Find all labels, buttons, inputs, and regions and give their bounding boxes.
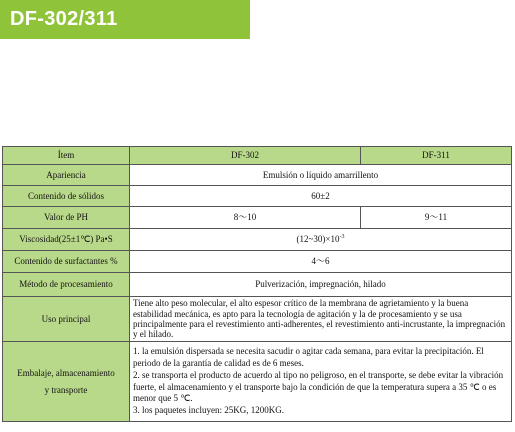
packaging-label-line2: y transporte: [44, 384, 88, 395]
row-label: Uso principal: [3, 297, 130, 342]
table-row: [3, 273, 512, 297]
row-label: Contenido de surfactantes %: [3, 251, 130, 273]
packaging-value: [130, 342, 512, 422]
solids-value: 60±2: [130, 186, 512, 207]
row-label: Método de procesamiento: [3, 273, 130, 297]
row-label: Apariencia: [3, 165, 130, 186]
header-df311-cell: DF-311: [361, 147, 512, 165]
row-label: Contenido de sólidos: [3, 186, 130, 207]
header-item-cell: Ítem: [3, 147, 130, 165]
ph-df302-value: 8～10: [130, 207, 361, 229]
viscosity-exponent: -3: [339, 234, 345, 241]
packaging-label-line1: Embalaje, almacenamiento: [17, 368, 115, 379]
viscosity-base: (12~30)×10: [296, 234, 340, 245]
spec-table: [2, 146, 512, 422]
packaging-line: 3. los paquetes incluyen: 25KG, 1200KG.: [133, 404, 284, 415]
table-row: [3, 186, 512, 207]
title-bar: [0, 0, 250, 39]
packaging-line: 2. se transporta el producto de acuerdo al tipo no peligroso, en el transporte, se debe evitar la vibración fuerte, el almacenamiento y el transporte bajo la condición de que la temperatura supera a 35 ℃ o es menor que 5 ℃.: [133, 369, 504, 404]
table-row: [3, 207, 512, 229]
row-label: Valor de PH: [3, 207, 130, 229]
viscosity-value: [130, 229, 512, 251]
row-label: [3, 342, 130, 422]
header-df302-cell: DF-302: [130, 147, 361, 165]
table-row: [3, 229, 512, 251]
process-value: Pulverización, impregnación, hilado: [130, 273, 512, 297]
table-header-row: [3, 147, 512, 165]
page-title: DF-302/311: [10, 8, 118, 30]
table-row: [3, 251, 512, 273]
ph-df311-value: 9～11: [361, 207, 512, 229]
row-label: Viscosidad(25±1℃) Pa•S: [3, 229, 130, 251]
packaging-line: 1. la emulsión dispersada se necesita sacudir o agitar cada semana, para evitar la precipitación. El periodo de la garantía de calidad es de 6 meses.: [133, 346, 484, 369]
table-row: [3, 342, 512, 422]
appearance-value: Emulsión o líquido amarrillento: [130, 165, 512, 186]
use-value: Tiene alto peso molecular, el alto espesor crítico de la membrana de agrietamiento y la buena estabilidad mecánica, es apto para la tecnología de agitación y la de procesamiento y se usa principalmente para el revestimiento anti-adherentes, el revestimiento anti-incrustante, la impregnación y el hilado.: [130, 297, 512, 342]
table-row: [3, 165, 512, 186]
table-row: [3, 297, 512, 342]
surfactant-value: 4～6: [130, 251, 512, 273]
